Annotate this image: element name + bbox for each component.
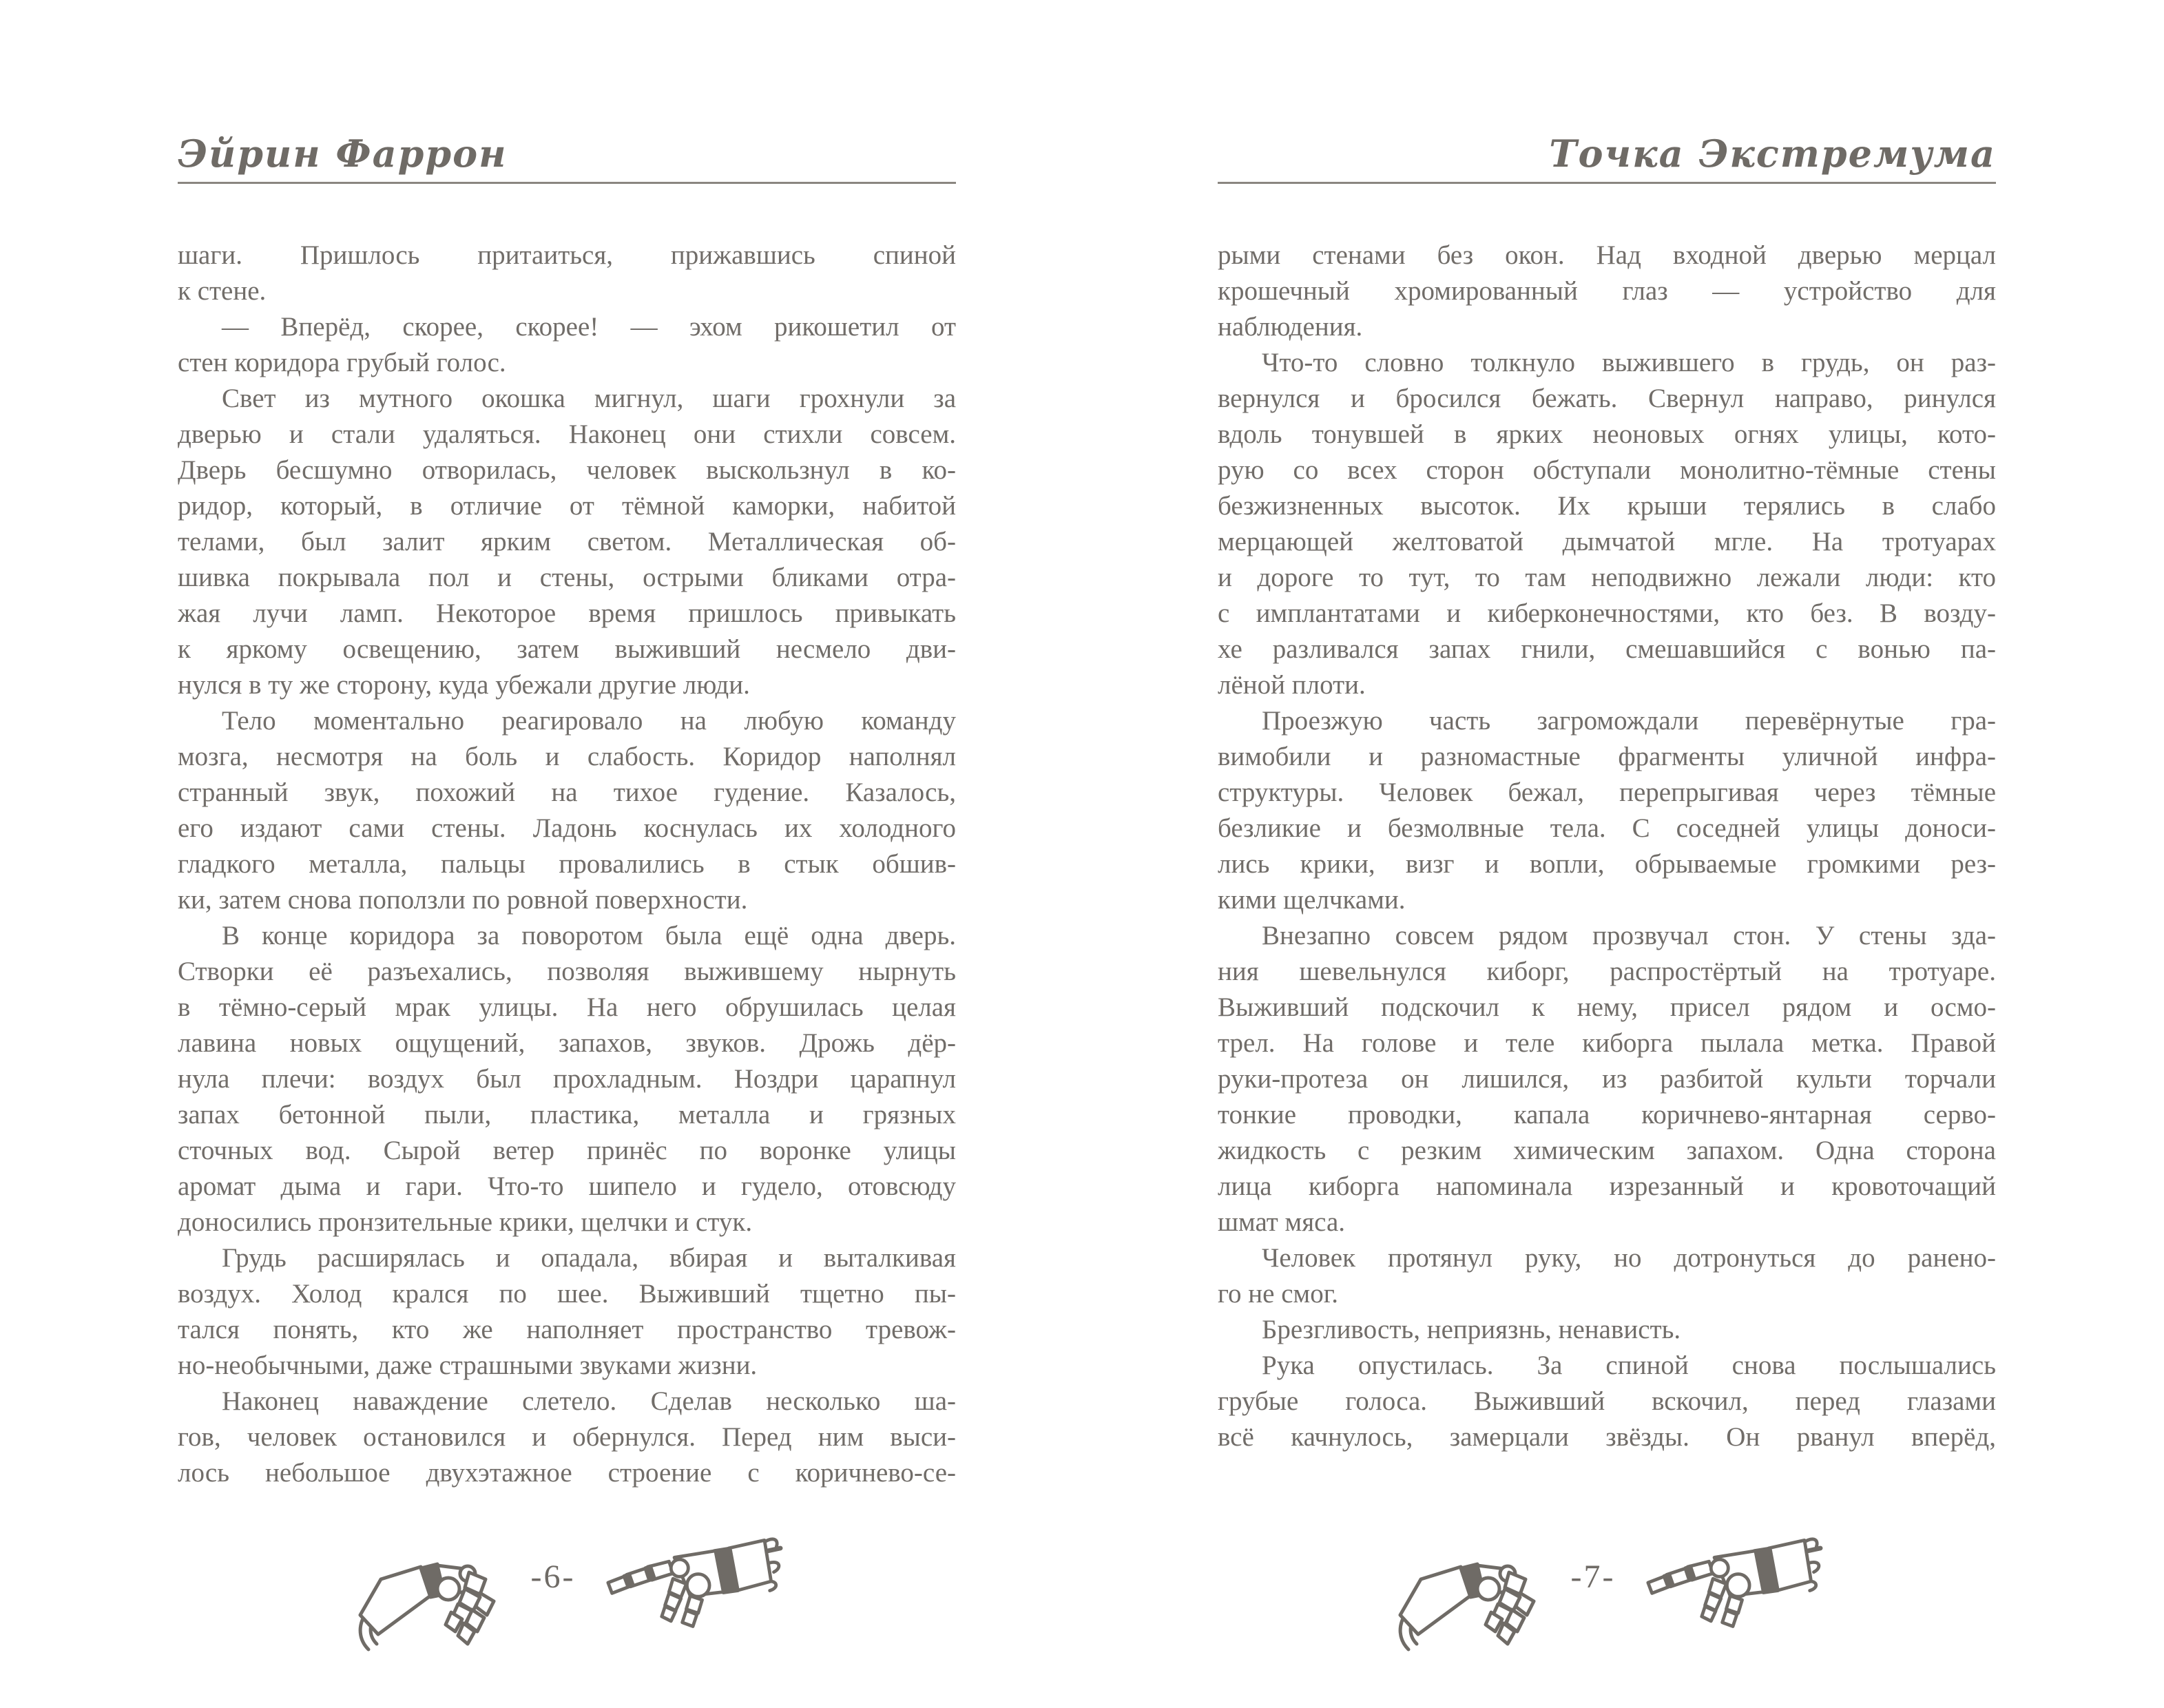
text-line: тался понять, кто же наполняет пространство тревож- [178,1315,956,1344]
text-line: к яркому освещению, затем выживший несмело дви- [178,634,956,664]
text-line: безжизненных высоток. Их крыши терялись в слабо [1218,491,1996,521]
text-line: структуры. Человек бежал, перепрыгивая через тёмные [1218,778,1996,807]
text-line: трел. На голове и теле киборга пылала метка. Правой [1218,1028,1996,1058]
text-line: наблюдения. [1218,312,1363,342]
text-line: кими щелчками. [1218,885,1406,915]
text-line: и дороге то тут, то там неподвижно лежали люди: кто [1218,563,1996,592]
robot-hand-pointing-icon [604,1530,783,1636]
text-line: В конце коридора за поворотом была ещё одна дверь. [222,921,956,950]
text-line: Дверь бесшумно отворилась, человек выскользнул в ко- [178,455,956,485]
text-line: хе разливался запах гнили, смешавшийся с вонью па- [1218,634,1996,664]
text-line: Что-то словно толкнуло выжившего в грудь, он раз- [1262,348,1996,377]
text-line: Рука опустилась. За спиной снова послышались [1262,1351,1996,1380]
text-line: лица киборга напоминала изрезанный и кровоточащий [1218,1171,1996,1201]
text-line: шивка покрывала пол и стены, острыми бликами отра- [178,563,956,592]
page-text [178,238,956,1491]
text-line: Человек протянул руку, но дотронуться до ранено- [1262,1243,1996,1273]
page-text [1218,238,1996,1455]
page-number: -6- [530,1558,576,1595]
text-line: го не смог. [1218,1279,1339,1309]
text-line: тонкие проводки, капала коричнево-янтарная серво- [1218,1100,1996,1129]
text-line: Грудь расширялась и опадала, вбирая и выталкивая [222,1243,956,1273]
text-line: странный звук, похожий на тихое гудение. Казалось, [178,778,956,807]
text-line: но-необычными, даже страшными звуками жизни. [178,1351,758,1380]
text-line: ки, затем снова поползли по ровной поверхности. [178,885,748,915]
text-line: его издают сами стены. Ладонь коснулась их холодного [178,813,956,843]
text-line: аромат дыма и гари. Что-то шипело и гудело, отовсюду [178,1171,956,1201]
text-line: нулся в ту же сторону, куда убежали другие люди. [178,670,750,700]
text-line: дверью и стали удаляться. Наконец они стихли совсем. [178,419,956,449]
page-footer [1218,1519,1996,1654]
text-line: запах бетонной пыли, пластика, металла и грязных [178,1100,956,1129]
text-line: вернулся и бросился бежать. Свернул направо, ринулся [1218,384,1996,413]
text-line: Выживший подскочил к нему, присел рядом и осмо- [1218,992,1996,1022]
text-line: мозга, несмотря на боль и слабость. Коридор наполнял [178,742,956,771]
text-line: грубые голоса. Выживший вскочил, перед глазами [1218,1386,1996,1416]
text-line: сточных вод. Сырой ветер принёс по воронке улицы [178,1136,956,1165]
text-line: гладкого металла, пальцы провалились в стык обшив- [178,849,956,879]
text-line: всё качнулось, замерцали звёзды. Он рванул вперёд, [1218,1422,1996,1452]
text-line: жая лучи ламп. Некоторое время пришлось привыкать [178,598,956,628]
running-header-author: Эйрин Фаррон [178,132,508,176]
text-line: жидкость с резким химическим запахом. Одна сторона [1218,1136,1996,1165]
text-line: Брезгливость, неприязнь, ненависть. [1262,1315,1681,1344]
text-line: нула плечи: воздух был прохладным. Ноздри царапнул [178,1064,956,1094]
text-line: телами, был залит ярким светом. Металлическая об- [178,527,956,556]
text-line: гов, человек остановился и обернулся. Перед ним выси- [178,1422,956,1452]
text-line: вимобили и разномастные фрагменты уличной инфра- [1218,742,1996,771]
text-line: к стене. [178,276,267,306]
text-line: — Вперёд, скорее, скорее! — эхом рикошетил от [222,312,956,342]
text-line: лёной плоти. [1218,670,1366,700]
text-line: безликие и безмолвные тела. С соседней улицы доноси- [1218,813,1996,843]
text-line: стен коридора грубый голос. [178,348,506,377]
robot-hand-reaching-icon [1391,1537,1542,1654]
text-line: рыми стенами без окон. Над входной дверью мерцал [1218,240,1996,270]
running-header-title: Точка Экстремума [1549,132,1996,176]
header-rule [178,182,956,184]
text-line: в тёмно-серый мрак улицы. На него обрушилась целая [178,992,956,1022]
text-line: лавина новых ощущений, запахов, звуков. Дрожь дёр- [178,1028,956,1058]
text-line: ния шевельнулся киборг, распростёртый на тротуаре. [1218,957,1996,986]
text-line: Тело моментально реагировало на любую команду [222,706,956,736]
text-line: мерцающей желтоватой дымчатой мгле. На тротуарах [1218,527,1996,556]
text-line: лось небольшое двухэтажное строение с коричнево-се- [178,1458,956,1488]
text-line: с имплантатами и киберконечностями, кто без. В возду- [1218,598,1996,628]
text-line: ридор, который, в отличие от тёмной каморки, набитой [178,491,956,521]
text-line: вдоль тонувшей в ярких неоновых огнях улицы, кото- [1218,419,1996,449]
text-line: рую со всех сторон обступали монолитно-тёмные стены [1218,455,1996,485]
text-line: Наконец наваждение слетело. Сделав несколько ша- [222,1386,956,1416]
text-line: шаги. Пришлось притаиться, прижавшись спиной [178,240,956,270]
text-line: Створки её разъехались, позволяя выжившему нырнуть [178,957,956,986]
robot-hand-pointing-icon [1644,1530,1823,1636]
text-line: Внезапно совсем рядом прозвучал стон. У стены зда- [1262,921,1996,950]
page-right [1218,0,1996,1708]
text-line: крошечный хромированный глаз — устройство для [1218,276,1996,306]
robot-hand-reaching-icon [351,1537,502,1654]
page-left [178,0,956,1708]
text-line: руки-протеза он лишился, из разбитой культи торчали [1218,1064,1996,1094]
text-line: Свет из мутного окошка мигнул, шаги грохнули за [222,384,956,413]
text-line: воздух. Холод крался по шее. Выживший тщетно пы- [178,1279,956,1309]
header-rule [1218,182,1996,184]
text-line: лись крики, визг и вопли, обрываемые громкими рез- [1218,849,1996,879]
text-line: шмат мяса. [1218,1207,1346,1237]
text-line: Проезжую часть загромождали перевёрнутые гра- [1262,706,1996,736]
page-footer [178,1519,956,1654]
text-line: доносились пронзительные крики, щелчки и стук. [178,1207,753,1237]
page-number: -7- [1570,1558,1616,1595]
